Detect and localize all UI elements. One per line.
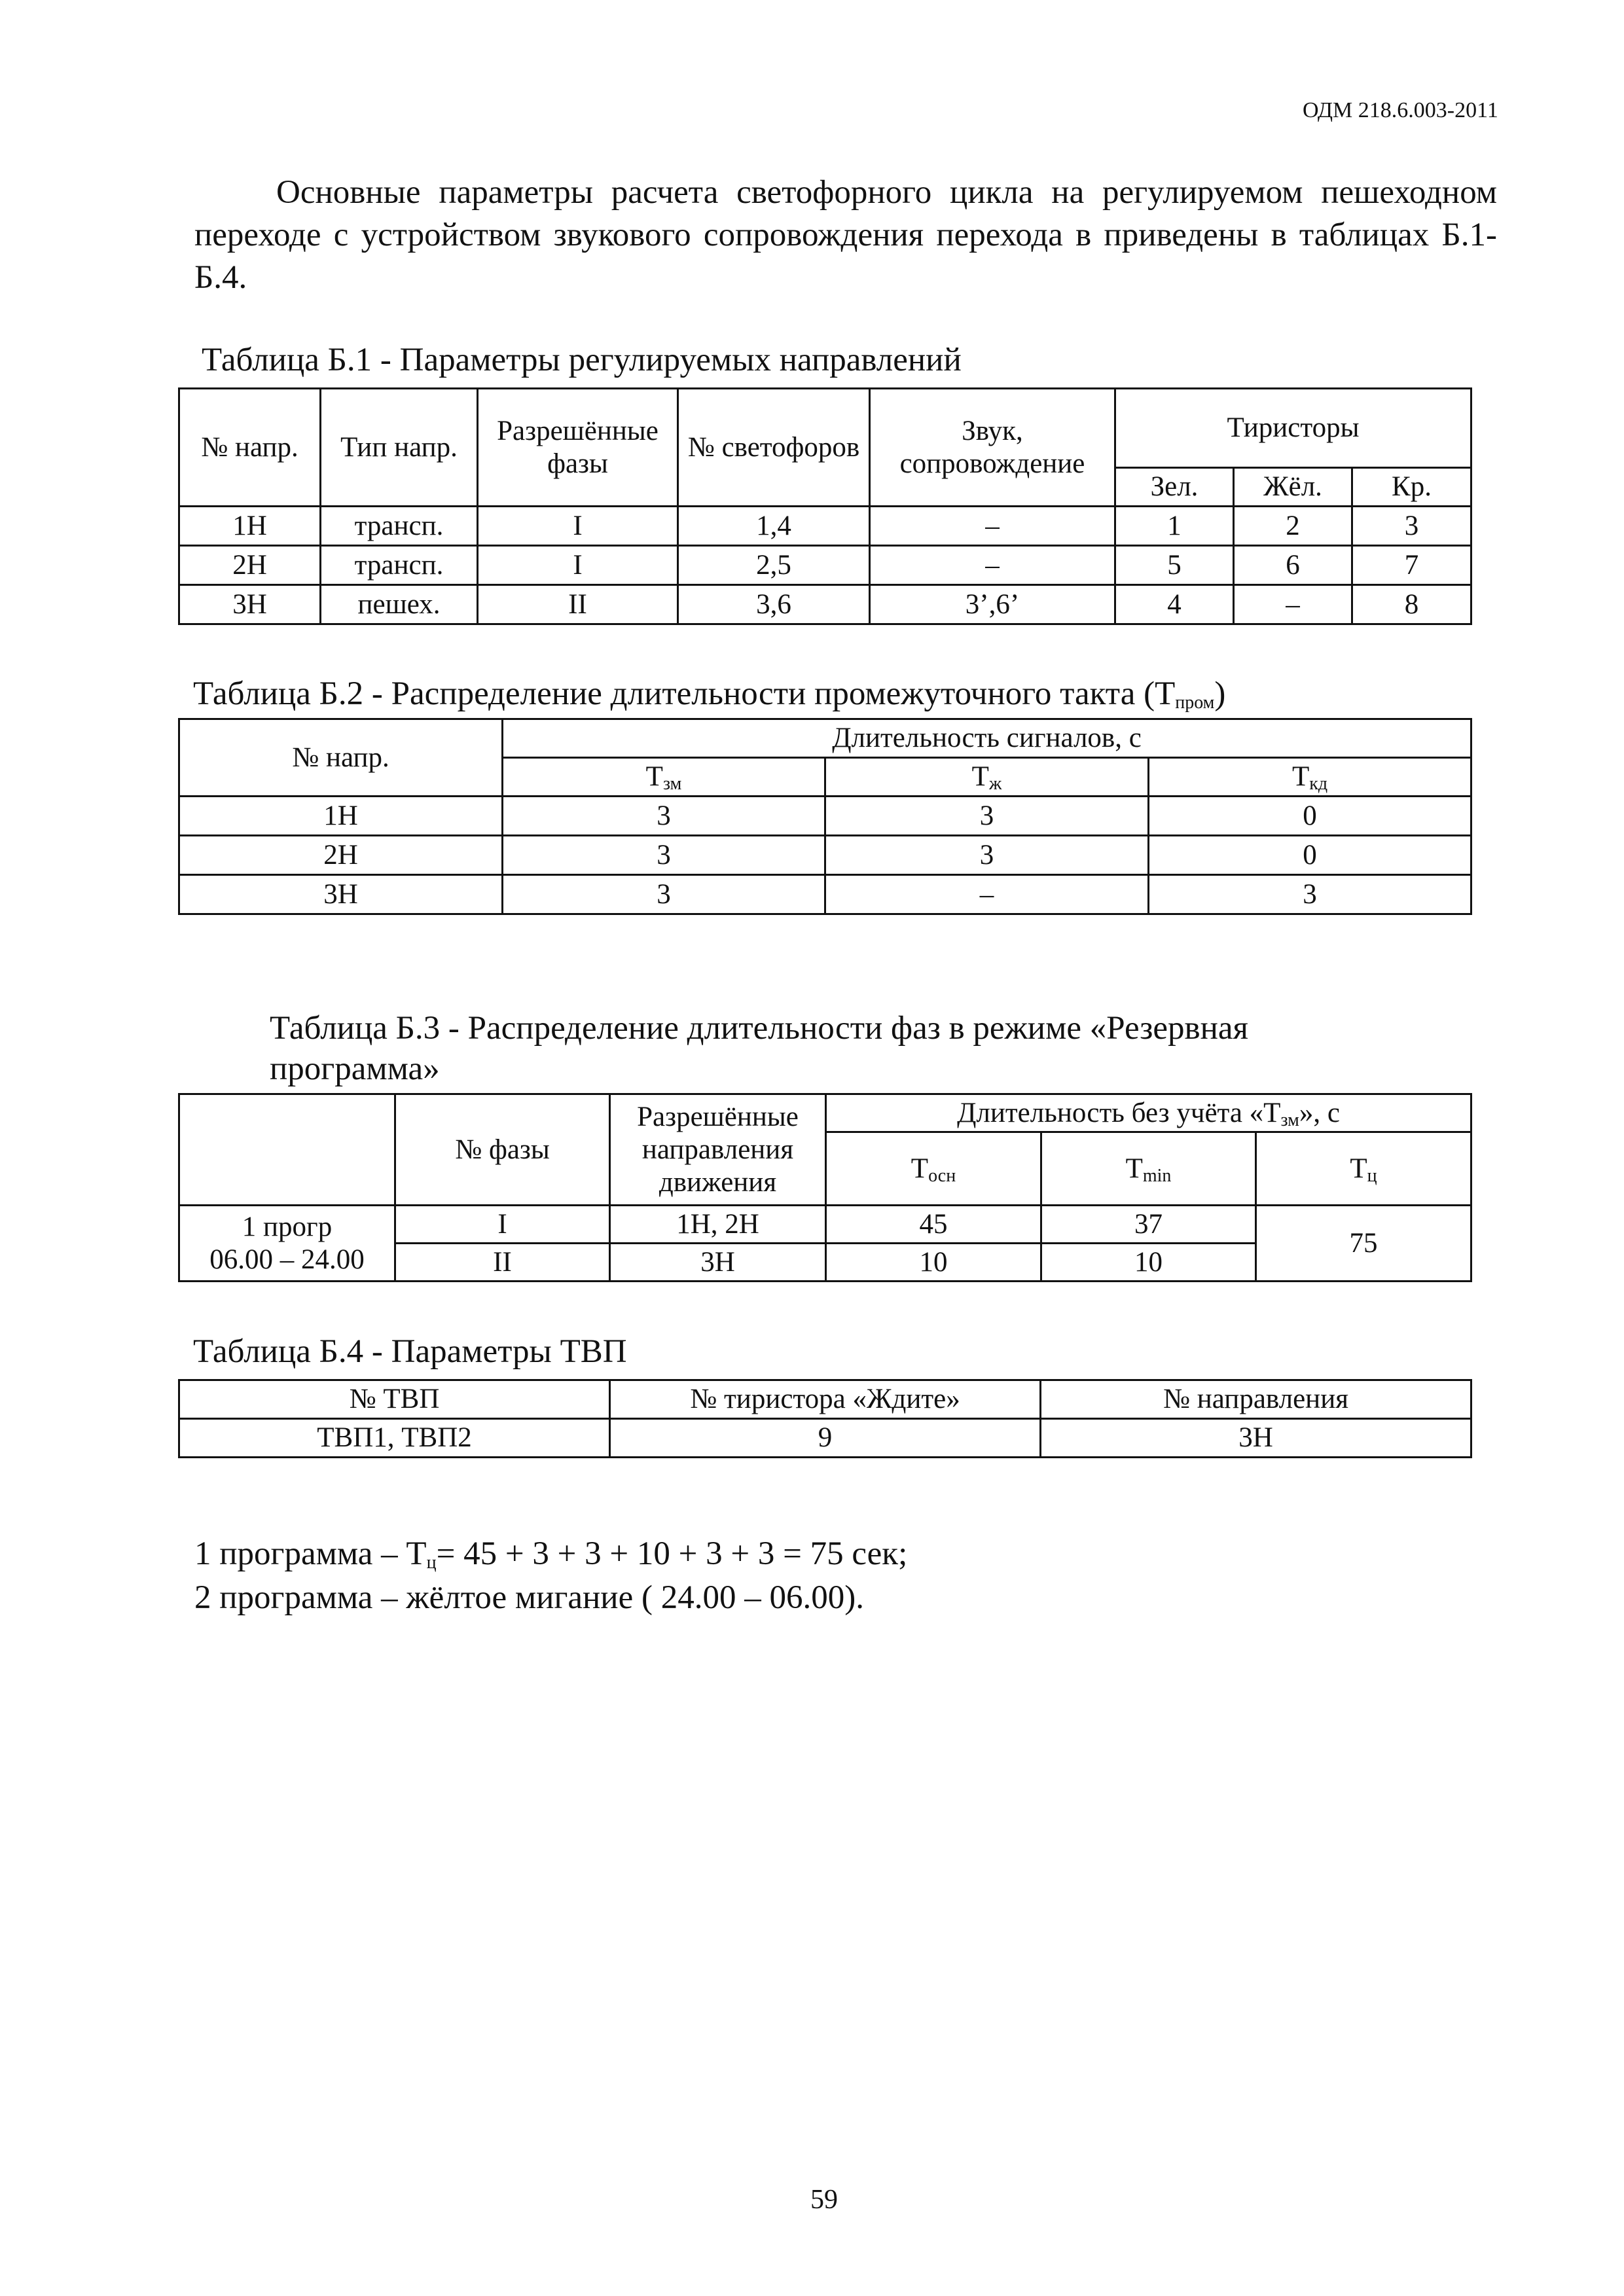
t1-header-thyristors: Тиристоры — [1115, 389, 1471, 468]
t1-cell: 8 — [1352, 585, 1471, 624]
t3-cell: 10 — [826, 1244, 1041, 1282]
t1-cell: 3Н — [179, 585, 321, 624]
formula-program-1: 1 программа – $Т_ц= 45 + 3 + 3 + 10 + 3 + 3 = 75$ сек; — [194, 1535, 908, 1573]
t1-cell: 1Н — [179, 507, 321, 546]
t3-header-tc: $Т_ц$ — [1256, 1132, 1471, 1206]
t3-header-duration: Длительность без учёта «$Т_{зм}$», с — [826, 1094, 1471, 1132]
t3-header-empty — [179, 1094, 395, 1206]
t2-header-tzm: $Т_{зм}$ — [503, 758, 825, 797]
t1-header-green: Зел. — [1115, 468, 1234, 507]
t3-program-cell: 1 прогр 06.00 – 24.00 — [179, 1206, 395, 1282]
t2-cell: 3 — [825, 797, 1149, 836]
t1-header-sound: Звук, сопровождение — [870, 389, 1115, 507]
t3-cycle-cell: 75 — [1256, 1206, 1471, 1282]
t2-cell: 0 — [1149, 836, 1471, 875]
t2-header-duration: Длительность сигналов, с — [503, 719, 1471, 758]
t1-cell: трансп. — [321, 546, 478, 585]
document-id: ОДМ 218.6.003-2011 — [1303, 98, 1498, 122]
t2-cell: 3 — [825, 836, 1149, 875]
formula-program-2: 2 программа – жёлтое мигание ( 24.00 – 06.00). — [194, 1579, 864, 1616]
t4-cell: 3Н — [1041, 1419, 1471, 1458]
t2-cell: 3 — [503, 836, 825, 875]
table-row — [179, 507, 1471, 546]
t1-cell: I — [478, 507, 678, 546]
t1-cell: 1 — [1115, 507, 1234, 546]
t1-cell: пешех. — [321, 585, 478, 624]
table-row — [179, 875, 1471, 914]
t4-header-direction: № направления — [1041, 1380, 1471, 1419]
table-row — [179, 1206, 1471, 1244]
t3-cell: 3Н — [610, 1244, 826, 1282]
table-b4 — [178, 1379, 1472, 1458]
t3-cell: I — [395, 1206, 610, 1244]
t3-cell: 37 — [1041, 1206, 1256, 1244]
table-row — [179, 546, 1471, 585]
t4-header-thyristor: № тиристора «Ждите» — [610, 1380, 1041, 1419]
t1-cell: 3,6 — [678, 585, 870, 624]
t1-cell: II — [478, 585, 678, 624]
t2-cell: 0 — [1149, 797, 1471, 836]
t2-cell: 3 — [503, 797, 825, 836]
t2-cell: 3Н — [179, 875, 503, 914]
t3-cell: II — [395, 1244, 610, 1282]
t1-cell: 4 — [1115, 585, 1234, 624]
t1-cell: трансп. — [321, 507, 478, 546]
t3-cell: 10 — [1041, 1244, 1256, 1282]
table-row — [179, 836, 1471, 875]
table4-caption: Таблица Б.4 - Параметры ТВП — [193, 1333, 627, 1370]
t1-cell: – — [870, 546, 1115, 585]
t1-header-num: № напр. — [179, 389, 321, 507]
t1-cell: 1,4 — [678, 507, 870, 546]
table-row — [179, 797, 1471, 836]
table1-caption: Таблица Б.1 - Параметры регулируемых направлений — [202, 342, 962, 378]
t1-cell: – — [870, 507, 1115, 546]
t4-header-tvp: № ТВП — [179, 1380, 610, 1419]
t3-cell: 45 — [826, 1206, 1041, 1244]
t1-cell: I — [478, 546, 678, 585]
t3-header-phase: № фазы — [395, 1094, 610, 1206]
table-row — [179, 1419, 1471, 1458]
t1-cell: 6 — [1234, 546, 1352, 585]
t2-header-tzh: $Т_ж$ — [825, 758, 1149, 797]
table2-caption: Таблица Б.2 - Распределение длительности промежуточного такта $(Т_{пром})$ — [193, 675, 1226, 713]
table-b1 — [178, 387, 1472, 625]
table-b3 — [178, 1093, 1472, 1282]
t2-header-tkd: $Т_{кд}$ — [1149, 758, 1471, 797]
t1-header-lights: № светофоров — [678, 389, 870, 507]
t4-cell: ТВП1, ТВП2 — [179, 1419, 610, 1458]
page-number: 59 — [810, 2185, 838, 2215]
table3-caption: Таблица Б.3 - Распределение длительности фаз в режиме «Резервная программа» — [270, 1010, 1248, 1087]
t1-header-type: Тип напр. — [321, 389, 478, 507]
t1-header-yellow: Жёл. — [1234, 468, 1352, 507]
t1-cell: 5 — [1115, 546, 1234, 585]
t1-cell: 2 — [1234, 507, 1352, 546]
t1-cell: 2Н — [179, 546, 321, 585]
t2-cell: 3 — [1149, 875, 1471, 914]
t1-cell: 2,5 — [678, 546, 870, 585]
t2-cell: 1Н — [179, 797, 503, 836]
t3-header-directions: Разрешённые направления движения — [610, 1094, 826, 1206]
t1-cell: 3 — [1352, 507, 1471, 546]
t1-cell: 3’,6’ — [870, 585, 1115, 624]
t1-header-phases: Разрешённые фазы — [478, 389, 678, 507]
t2-cell: 3 — [503, 875, 825, 914]
table-b2 — [178, 718, 1472, 915]
t2-cell: 2Н — [179, 836, 503, 875]
table-row — [179, 585, 1471, 624]
t3-cell: 1Н, 2Н — [610, 1206, 826, 1244]
intro-paragraph: Основные параметры расчета светофорного цикла на регулируемом пешеходном переходе с устройством звукового сопровождения перехода в приведены в таблицах Б.1-Б.4. — [194, 174, 1497, 296]
t3-header-tmin: $Т_{min}$ — [1041, 1132, 1256, 1206]
t4-cell: 9 — [610, 1419, 1041, 1458]
t3-header-tosn: $Т_{осн}$ — [826, 1132, 1041, 1206]
t1-header-red: Кр. — [1352, 468, 1471, 507]
t1-cell: – — [1234, 585, 1352, 624]
t1-cell: 7 — [1352, 546, 1471, 585]
t2-cell: – — [825, 875, 1149, 914]
t2-header-num: № напр. — [179, 719, 503, 797]
